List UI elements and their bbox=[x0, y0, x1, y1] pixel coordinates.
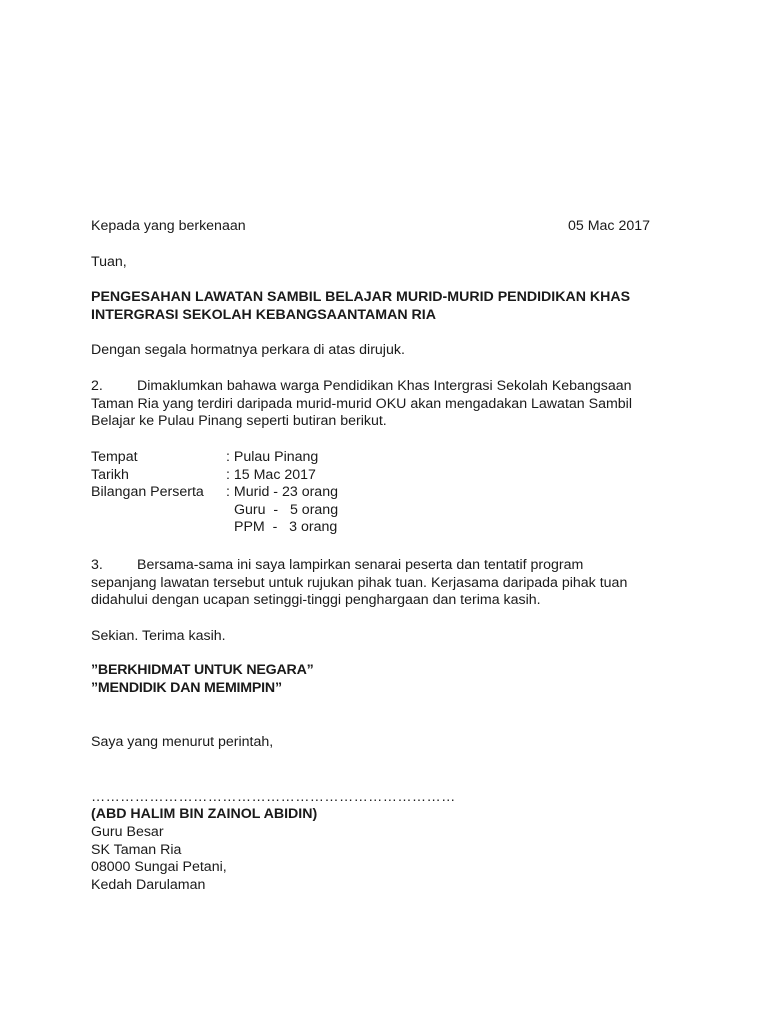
sign-off: Saya yang menurut perintah, bbox=[91, 734, 274, 750]
intro-paragraph: Dengan segala hormatnya perkara di atas dirujuk. bbox=[91, 342, 405, 358]
paragraph-2-line-1 bbox=[91, 378, 632, 396]
paragraph-3-line-1 bbox=[91, 557, 583, 575]
paragraph-3-line-3: didahului dengan ucapan setinggi-tinggi penghargaan dan terima kasih. bbox=[91, 592, 541, 609]
recipient-line: Kepada yang berkenaan bbox=[91, 218, 246, 234]
place-value: : Pulau Pinang bbox=[226, 449, 319, 465]
place-label: Tempat bbox=[91, 449, 138, 465]
address-line-1: SK Taman Ria bbox=[91, 841, 182, 858]
signature-line: ………………………………………………………………… bbox=[91, 789, 456, 805]
participants-ppm: PPM - 3 orang bbox=[234, 519, 338, 536]
address-line-3: Kedah Darulaman bbox=[91, 876, 206, 893]
paragraph-2-line-3: Belajar ke Pulau Pinang seperti butiran berikut. bbox=[91, 413, 387, 430]
subject-line-2: INTERGRASI SEKOLAH KEBANGSAANTAMAN RIA bbox=[91, 306, 436, 323]
participants-guru: Guru - 5 orang bbox=[234, 501, 339, 518]
signatory-name: (ABD HALIM BIN ZAINOL ABIDIN) bbox=[91, 806, 318, 822]
participants-label: Bilangan Perserta bbox=[91, 484, 204, 501]
participants-murid: : Murid - 23 orang bbox=[226, 484, 338, 501]
address-line-2: 08000 Sungai Petani, bbox=[91, 859, 227, 876]
motto-line-1: ”BERKHIDMAT UNTUK NEGARA” bbox=[91, 662, 314, 678]
salutation: Tuan, bbox=[91, 254, 127, 270]
subject-line-1: PENGESAHAN LAWATAN SAMBIL BELAJAR MURID-MURID PENDIDIKAN KHAS bbox=[91, 289, 631, 305]
closing-line: Sekian. Terima kasih. bbox=[91, 628, 226, 644]
paragraph-3-line-2: sepanjang lawatan tersebut untuk rujukan pihak tuan. Kerjasama daripada pihak tuan bbox=[91, 574, 628, 591]
date-label: Tarikh bbox=[91, 466, 129, 483]
date-value: : 15 Mac 2017 bbox=[226, 466, 316, 483]
paragraph-2-line-2: Taman Ria yang terdiri daripada murid-murid OKU akan mengadakan Lawatan Sambil bbox=[91, 395, 632, 412]
paragraph-2-number: 2. bbox=[91, 378, 103, 394]
paragraph-3-text-1: Bersama-sama ini saya lampirkan senarai peserta dan tentatif program bbox=[137, 557, 584, 573]
signatory-title: Guru Besar bbox=[91, 824, 164, 840]
paragraph-2-text-1: Dimaklumkan bahawa warga Pendidikan Khas Intergrasi Sekolah Kebangsaan bbox=[137, 378, 632, 394]
letter-date: 05 Mac 2017 bbox=[568, 218, 651, 234]
paragraph-3-number: 3. bbox=[91, 557, 103, 573]
motto-line-2: ”MENDIDIK DAN MEMIMPIN” bbox=[91, 680, 282, 696]
